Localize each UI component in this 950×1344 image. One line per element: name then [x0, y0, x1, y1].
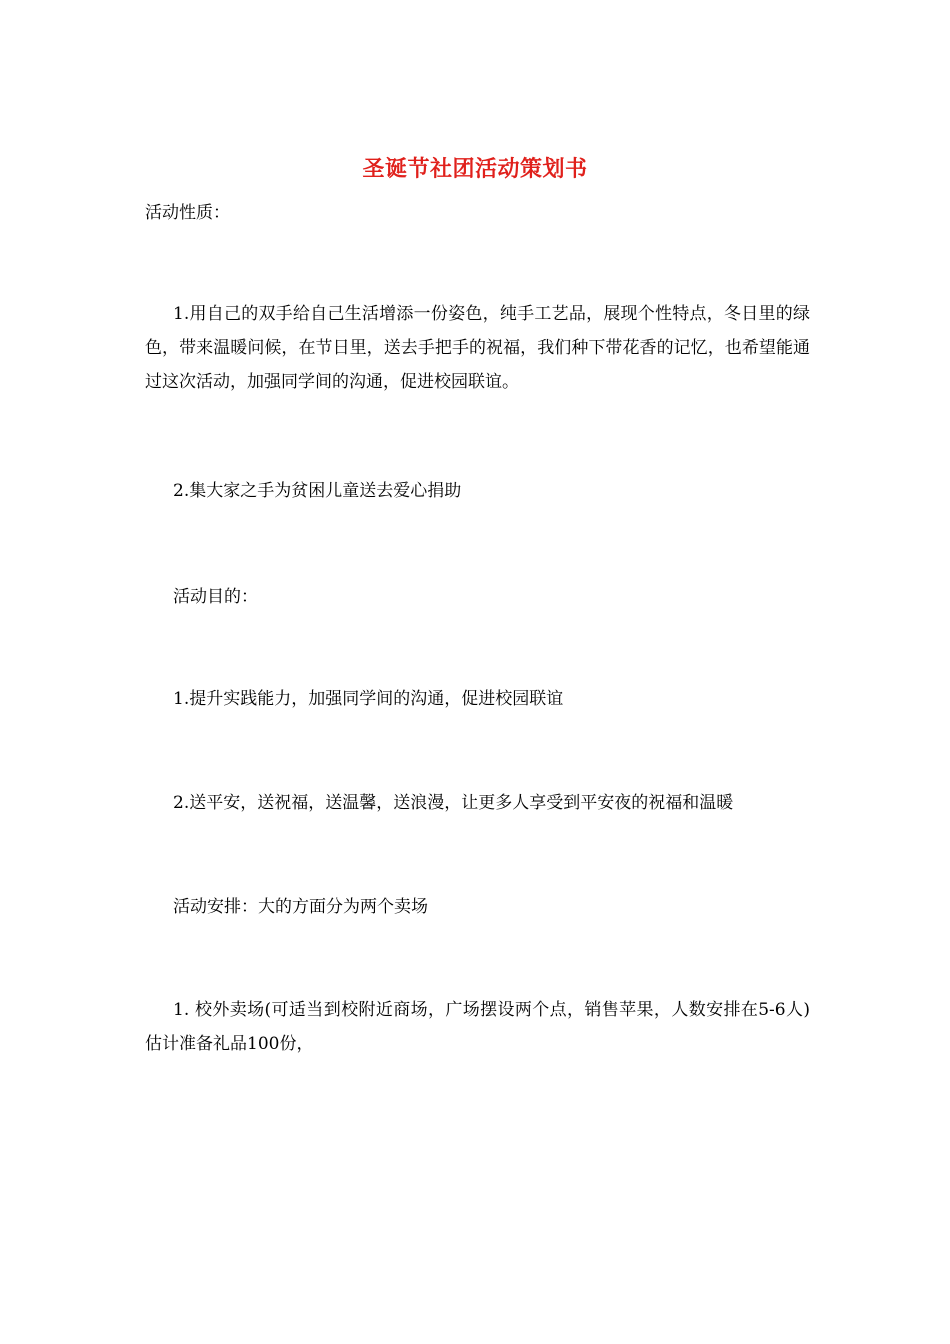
- paragraph-arrangement-1: 1. 校外卖场(可适当到校附近商场，广场摆设两个点，销售苹果，人数安排在5-6人)估计准备礼品100份，: [145, 1000, 810, 1054]
- paragraph-purpose-1: 1.提升实践能力，加强同学间的沟通，促进校园联谊: [173, 689, 564, 709]
- document-title: 圣诞节社团活动策划书: [362, 156, 588, 182]
- paragraph-purpose-2: 2.送平安，送祝福，送温馨，送浪漫，让更多人享受到平安夜的祝福和温暖: [173, 793, 734, 813]
- paragraph-nature-1: 1.用自己的双手给自己生活增添一份姿色，纯手工艺品，展现个性特点，冬日里的绿色，带来温暖问候，在节日里，送去手把手的祝福，我们种下带花香的记忆，也希望能通过这次活动，加强同学间的沟通，促进校园联谊。: [145, 304, 810, 392]
- section-heading-arrangement: 活动安排：大的方面分为两个卖场: [173, 897, 428, 917]
- section-heading-nature: 活动性质：: [145, 203, 230, 223]
- paragraph-nature-2: 2.集大家之手为贫困儿童送去爱心捐助: [173, 481, 462, 501]
- section-heading-purpose: 活动目的：: [173, 587, 258, 607]
